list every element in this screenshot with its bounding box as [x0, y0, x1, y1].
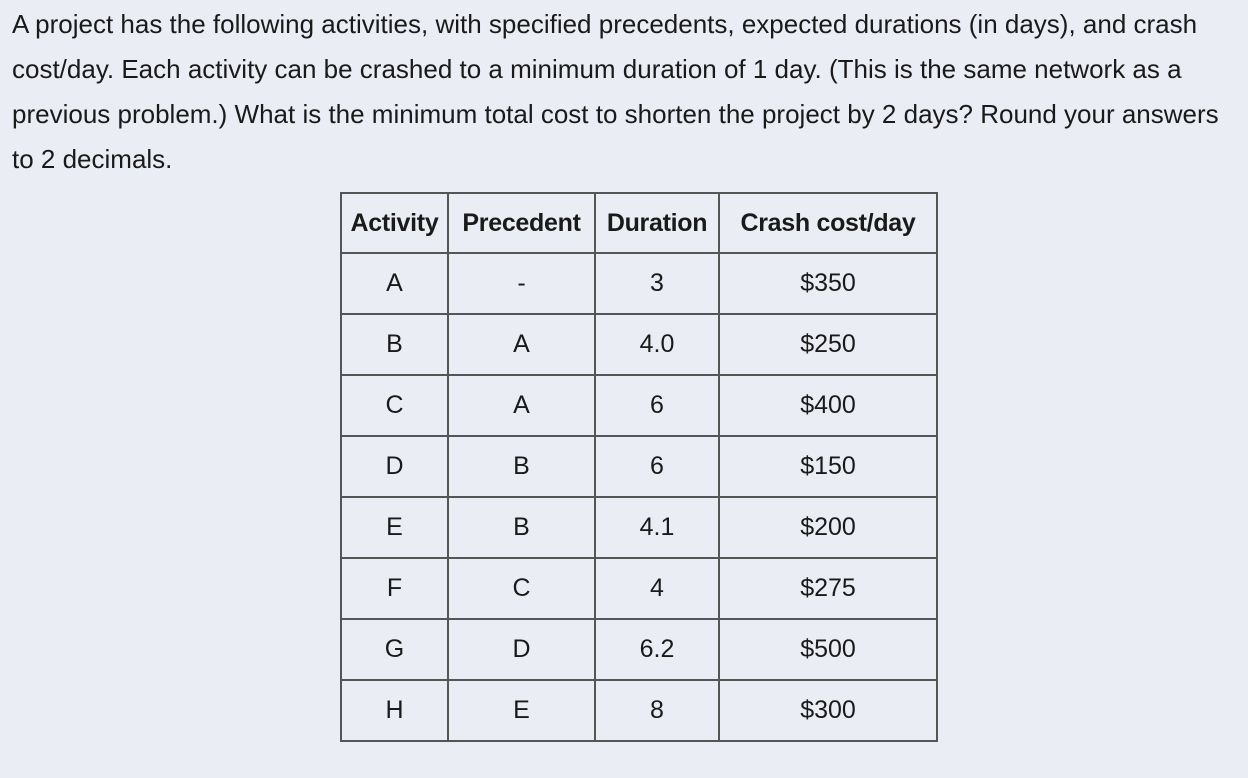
cell-duration: 4.1 — [595, 497, 719, 558]
cell-precedent: D — [448, 619, 595, 680]
cell-precedent: B — [448, 497, 595, 558]
table-row — [341, 497, 937, 558]
table-row — [341, 436, 937, 497]
cell-activity: A — [341, 253, 448, 314]
cell-activity: F — [341, 558, 448, 619]
cell-precedent: B — [448, 436, 595, 497]
cell-duration: 8 — [595, 680, 719, 741]
cell-activity: C — [341, 375, 448, 436]
cell-crash-cost: $200 — [719, 497, 937, 558]
cell-duration: 6 — [595, 436, 719, 497]
header-duration: Duration — [595, 193, 719, 253]
cell-crash-cost: $400 — [719, 375, 937, 436]
cell-activity: D — [341, 436, 448, 497]
cell-precedent: C — [448, 558, 595, 619]
cell-duration: 6 — [595, 375, 719, 436]
table-row — [341, 314, 937, 375]
table-header-row — [341, 193, 937, 253]
cell-activity: H — [341, 680, 448, 741]
table-row — [341, 619, 937, 680]
cell-precedent: - — [448, 253, 595, 314]
cell-crash-cost: $350 — [719, 253, 937, 314]
cell-crash-cost: $150 — [719, 436, 937, 497]
activity-table — [340, 192, 938, 742]
cell-duration: 3 — [595, 253, 719, 314]
cell-duration: 4 — [595, 558, 719, 619]
cell-activity: G — [341, 619, 448, 680]
cell-crash-cost: $500 — [719, 619, 937, 680]
cell-crash-cost: $275 — [719, 558, 937, 619]
cell-precedent: A — [448, 375, 595, 436]
cell-duration: 4.0 — [595, 314, 719, 375]
cell-crash-cost: $250 — [719, 314, 937, 375]
cell-precedent: E — [448, 680, 595, 741]
cell-precedent: A — [448, 314, 595, 375]
cell-duration: 6.2 — [595, 619, 719, 680]
table-row — [341, 680, 937, 741]
cell-activity: E — [341, 497, 448, 558]
header-crash-cost: Crash cost/day — [719, 193, 937, 253]
table-row — [341, 558, 937, 619]
table-row — [341, 253, 937, 314]
cell-activity: B — [341, 314, 448, 375]
question-text: A project has the following activities, with specified precedents, expected durations (in days), and crash cost/day. Each activity can be crashed to a minimum duration of 1 day. (This is the same network as a previous problem.) What is the minimum total cost to shorten the project by 2 days? Round your answers to 2 decimals. — [12, 9, 1219, 174]
header-precedent: Precedent — [448, 193, 595, 253]
header-activity: Activity — [341, 193, 448, 253]
table-row — [341, 375, 937, 436]
cell-crash-cost: $300 — [719, 680, 937, 741]
